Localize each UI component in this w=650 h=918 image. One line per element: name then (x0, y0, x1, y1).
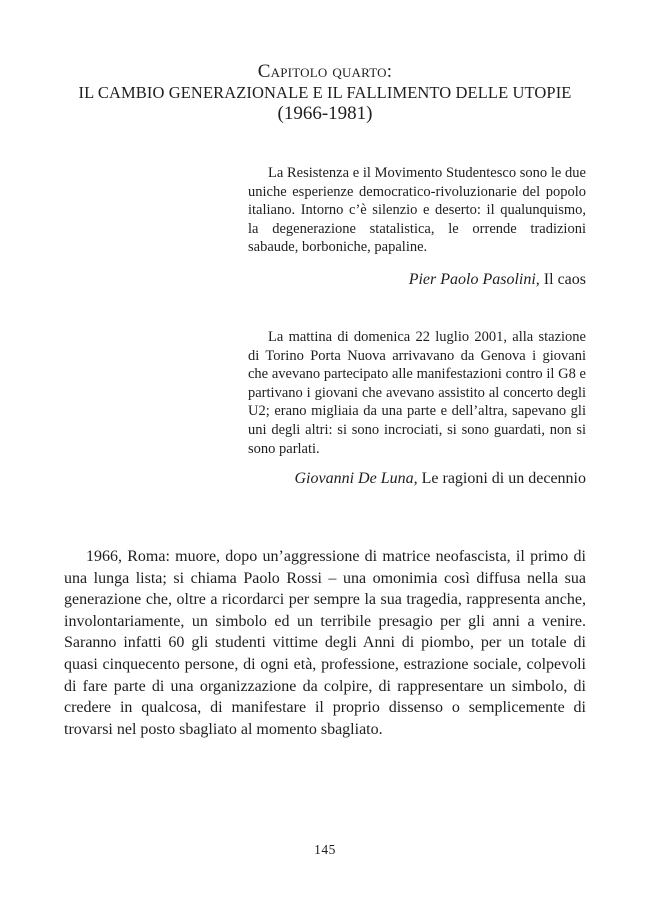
epigraph-author: Pier Paolo Pasolini, (408, 271, 540, 288)
epigraph-author: Giovanni De Luna, (294, 470, 418, 487)
epigraph-text: La Resistenza e il Movimento Studentesco sono le due uniche esperienze democratico-rivoluzionarie del popolo italiano. Intorno c’è silenzio e deserto: il qualunquismo, la degenerazione statalistica, le orrende tradizioni sabaude, borboniche, papaline. (248, 165, 586, 256)
chapter-label: Capitolo quarto: (257, 61, 393, 82)
page-number: 145 (314, 842, 336, 857)
epigraph-quote (248, 164, 586, 257)
epigraph-attribution (409, 271, 586, 289)
epigraph-work: Le ragioni di un decennio (421, 470, 586, 487)
epigraph-text: La mattina di domenica 22 luglio 2001, alla stazione di Torino Porta Nuova arrivavano da Genova i giovani che avevano partecipato alle manifestazioni contro il G8 e partivano i giovani che avevano assistito al concerto degli U2; erano migliaia da una parte e dell’altra, sapevano gli uni degli altri: si sono incrociati, si sono guardati, non si sono parlati. (248, 329, 586, 457)
epigraph-quote (248, 328, 586, 458)
chapter-years: (1966-1981) (277, 103, 373, 124)
chapter-subtitle: IL CAMBIO GENERAZIONALE E IL FALLIMENTO DELLE UTOPIE (78, 83, 572, 102)
epigraph-attribution (295, 470, 587, 488)
epigraph-work: Il caos (543, 271, 586, 288)
body-paragraph: 1966, Roma: muore, dopo un’aggressione di matrice neofascista, il primo di una lunga lista; si chiama Paolo Rossi – una omonimia così diffusa nella sua generazione che, oltre a ricordarci per sempre la sua tragedia, rappresenta anche, involontariamente, un simbolo ed un terribile presagio per gli anni a venire. Saranno infatti 60 gli studenti vittime degli Anni di piombo, per un totale di quasi cinquecento persone, di ogni età, professione, estrazione sociale, colpevoli di fare parte di una organizzazione da colpire, di rappresentare un simbolo, di credere in qualcosa, di manifestare il proprio dissenso o semplicemente di trovarsi nel posto sbagliato al momento sbagliato. (64, 548, 586, 738)
